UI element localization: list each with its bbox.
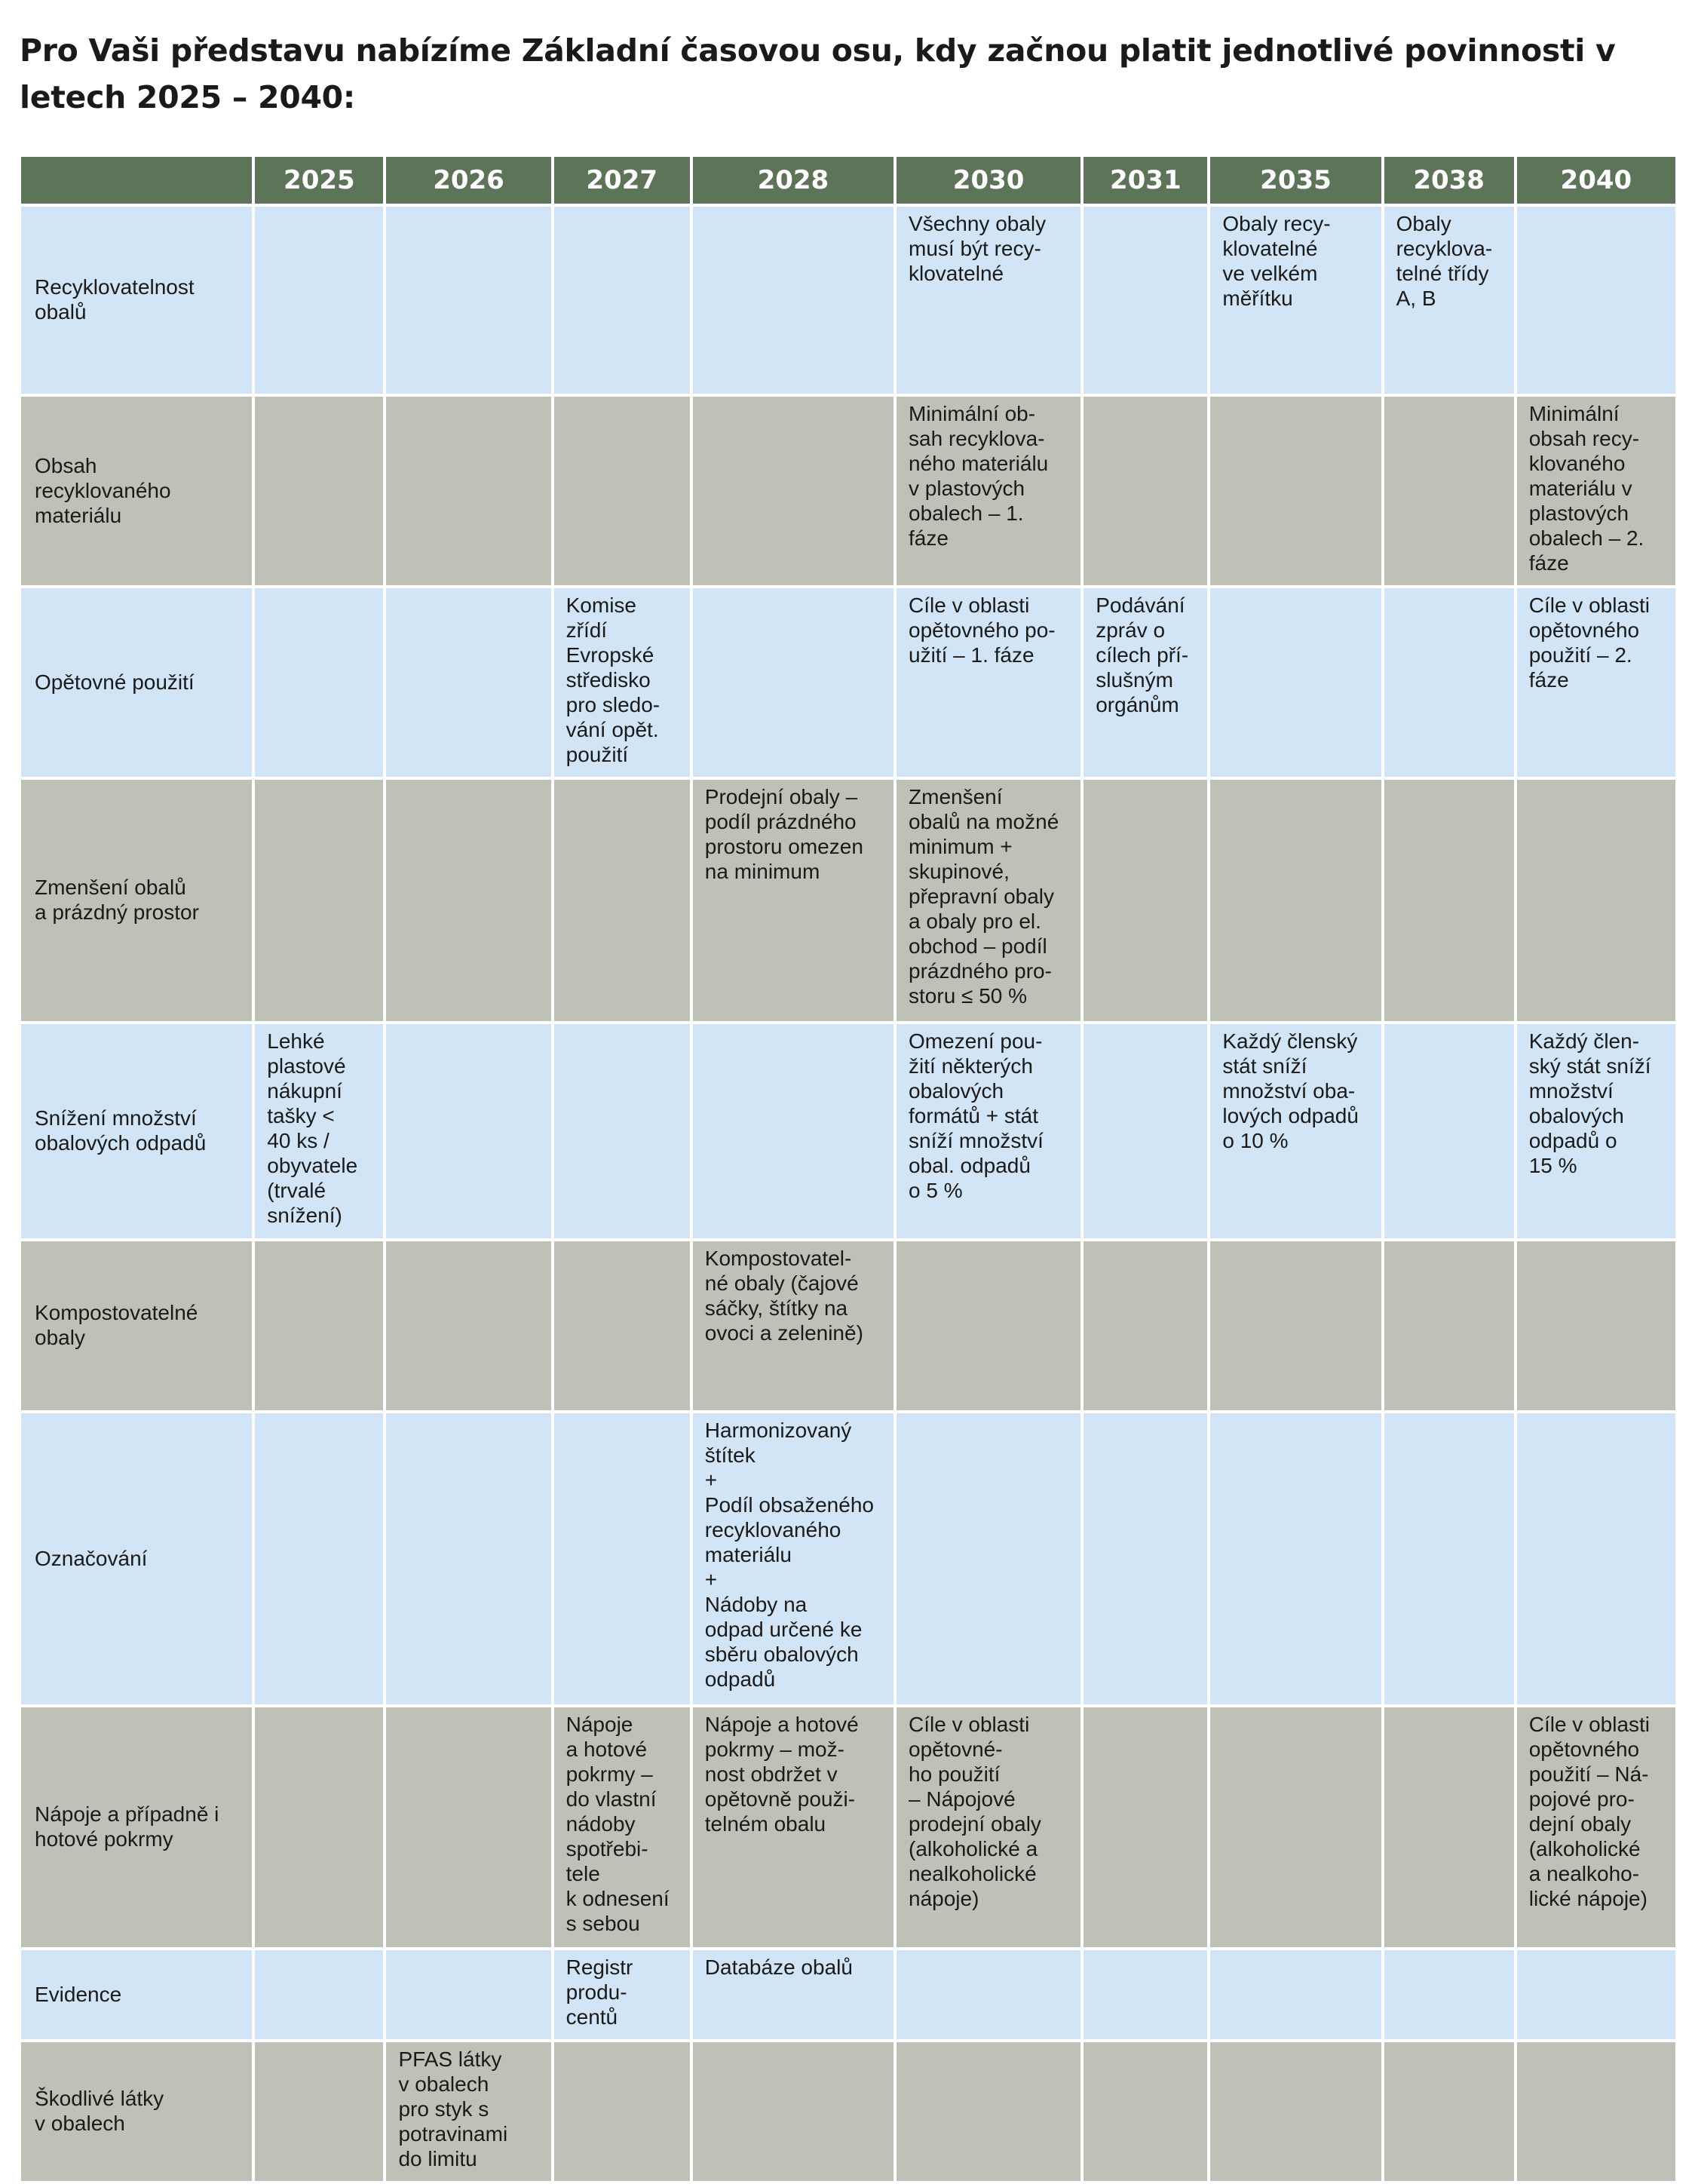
table-cell	[385, 587, 552, 778]
table-cell	[1082, 1412, 1209, 1706]
row-label: Snížení množství obalových odpadů	[20, 1023, 253, 1240]
table-cell	[1383, 587, 1516, 778]
year-header: 2040	[1516, 155, 1677, 205]
table-cell	[691, 587, 895, 778]
table-cell	[1516, 1240, 1677, 1412]
table-cell	[1383, 395, 1516, 587]
table-cell	[691, 205, 895, 395]
table-cell: Cíle v oblasti opětovného po- užití – 1. fáze	[895, 587, 1082, 778]
row-label: Evidence	[20, 1949, 253, 2041]
table-cell	[1209, 778, 1382, 1023]
table-cell: Harmonizovaný štítek + Podíl obsaženého recyklovaného materiálu + Nádoby na odpad určené ke sběru obalových odpadů	[691, 1412, 895, 1706]
row-evidence	[20, 1949, 1677, 2041]
table-cell	[691, 2041, 895, 2182]
table-cell	[385, 1240, 552, 1412]
table-cell	[385, 1706, 552, 1949]
year-header: 2028	[691, 155, 895, 205]
table-cell	[1082, 1706, 1209, 1949]
table-cell	[895, 1240, 1082, 1412]
table-cell	[1082, 1240, 1209, 1412]
row-skodlive-latky	[20, 2041, 1677, 2182]
table-cell	[553, 205, 691, 395]
table-cell	[1082, 1023, 1209, 1240]
table-cell	[385, 395, 552, 587]
table-cell: Minimální obsah recy- klovaného materiálu v plastových obalech – 2. fáze	[1516, 395, 1677, 587]
year-header: 2038	[1383, 155, 1516, 205]
row-zmenseni-obalu	[20, 778, 1677, 1023]
table-cell	[1383, 1023, 1516, 1240]
table-cell	[691, 395, 895, 587]
row-obsah-recyklovaneho	[20, 395, 1677, 587]
table-cell: Cíle v oblasti opětovného použití – Ná- pojové pro- dejní obaly (alkoholické a nealkoho- lické nápoje)	[1516, 1706, 1677, 1949]
table-cell: Minimální ob- sah recyklova- ného materiálu v plastových obalech – 1. fáze	[895, 395, 1082, 587]
year-header: 2026	[385, 155, 552, 205]
table-cell: Omezení pou- žití některých obalových formátů + stát sníží množství obal. odpadů o 5 %	[895, 1023, 1082, 1240]
row-label: Zmenšení obalů a prázdný prostor	[20, 778, 253, 1023]
row-snizeni-mnozstvi	[20, 1023, 1677, 1240]
table-cell: Kompostovatel- né obaly (čajové sáčky, štítky na ovoci a zelenině)	[691, 1240, 895, 1412]
table-cell	[1383, 2041, 1516, 2182]
table-cell	[385, 1023, 552, 1240]
table-cell	[253, 587, 385, 778]
table-cell: Každý člen- ský stát sníží množství obalových odpadů o 15 %	[1516, 1023, 1677, 1240]
table-cell	[1082, 2041, 1209, 2182]
table-cell	[253, 205, 385, 395]
timeline-table	[18, 154, 1678, 2184]
header-row	[20, 155, 1677, 205]
header-corner	[20, 155, 253, 205]
table-cell: Registr produ- centů	[553, 1949, 691, 2041]
table-cell	[253, 395, 385, 587]
table-cell	[1516, 205, 1677, 395]
row-napoje	[20, 1706, 1677, 1949]
table-cell	[1383, 778, 1516, 1023]
table-cell	[253, 1949, 385, 2041]
table-cell	[253, 2041, 385, 2182]
table-cell	[1383, 1412, 1516, 1706]
table-cell: Prodejní obaly – podíl prázdného prostoru omezen na minimum	[691, 778, 895, 1023]
table-cell	[1209, 1240, 1382, 1412]
table-cell: Nápoje a hotové pokrmy – do vlastní nádoby spotřebi- tele k odnesení s sebou	[553, 1706, 691, 1949]
table-cell	[253, 778, 385, 1023]
table-cell: Komise zřídí Evropské středisko pro sledo- vání opět. použití	[553, 587, 691, 778]
row-oznacovani	[20, 1412, 1677, 1706]
row-kompostovatelne	[20, 1240, 1677, 1412]
table-cell	[385, 1412, 552, 1706]
table-cell	[553, 778, 691, 1023]
year-header: 2027	[553, 155, 691, 205]
table-cell	[1383, 1949, 1516, 2041]
row-label: Recyklovatelnost obalů	[20, 205, 253, 395]
table-cell	[895, 1412, 1082, 1706]
row-label: Nápoje a případně i hotové pokrmy	[20, 1706, 253, 1949]
table-cell: Všechny obaly musí být recy- klovatelné	[895, 205, 1082, 395]
table-cell	[253, 1240, 385, 1412]
table-cell: Obaly recy- klovatelné ve velkém měřítku	[1209, 205, 1382, 395]
year-header: 2025	[253, 155, 385, 205]
table-cell	[1516, 2041, 1677, 2182]
table-cell	[691, 1023, 895, 1240]
table-cell	[1209, 1412, 1382, 1706]
table-cell	[895, 1949, 1082, 2041]
table-cell	[1209, 2041, 1382, 2182]
year-header: 2031	[1082, 155, 1209, 205]
row-label: Škodlivé látky v obalech	[20, 2041, 253, 2182]
row-label: Opětovné použití	[20, 587, 253, 778]
table-cell: Nápoje a hotové pokrmy – mož- nost obdržet v opětovně použi- telném obalu	[691, 1706, 895, 1949]
table-cell	[1209, 1949, 1382, 2041]
table-cell	[385, 205, 552, 395]
table-cell	[553, 1412, 691, 1706]
table-cell: Zmenšení obalů na možné minimum + skupinové, přepravní obaly a obaly pro el. obchod – podíl prázdného pro- storu ≤ 50 %	[895, 778, 1082, 1023]
table-cell	[895, 2041, 1082, 2182]
table-cell	[1082, 1949, 1209, 2041]
table-cell	[1209, 1706, 1382, 1949]
table-cell	[253, 1706, 385, 1949]
table-cell	[553, 2041, 691, 2182]
table-cell: PFAS látky v obalech pro styk s potravinami do limitu	[385, 2041, 552, 2182]
year-header: 2030	[895, 155, 1082, 205]
table-cell: Cíle v oblasti opětovného použití – 2. fáze	[1516, 587, 1677, 778]
table-cell	[1383, 1706, 1516, 1949]
table-cell: Lehké plastové nákupní tašky < 40 ks / obyvatele (trvalé snížení)	[253, 1023, 385, 1240]
page-title: Pro Vaši představu nabízíme Základní časovou osu, kdy začnou platit jednotlivé povinnosti v letech 2025 – 2040:	[20, 32, 1616, 115]
year-header: 2035	[1209, 155, 1382, 205]
table-cell	[553, 1240, 691, 1412]
table-cell	[1209, 395, 1382, 587]
table-cell: Obaly recyklova- telné třídy A, B	[1383, 205, 1516, 395]
row-label: Obsah recyklovaného materiálu	[20, 395, 253, 587]
table-cell: Každý členský stát sníží množství oba- lových odpadů o 10 %	[1209, 1023, 1382, 1240]
table-cell	[1082, 205, 1209, 395]
table-cell	[553, 1023, 691, 1240]
table-cell	[553, 395, 691, 587]
table-cell: Databáze obalů	[691, 1949, 895, 2041]
table-cell	[1516, 1949, 1677, 2041]
row-opetovne-pouziti	[20, 587, 1677, 778]
table-cell	[1082, 778, 1209, 1023]
table-cell: Cíle v oblasti opětovné- ho použití – Nápojové prodejní obaly (alkoholické a nealkoholické nápoje)	[895, 1706, 1082, 1949]
table-cell	[385, 1949, 552, 2041]
table-cell	[1209, 587, 1382, 778]
table-cell	[1082, 395, 1209, 587]
row-label: Kompostovatelné obaly	[20, 1240, 253, 1412]
table-cell	[253, 1412, 385, 1706]
table-cell	[1516, 778, 1677, 1023]
table-cell	[1383, 1240, 1516, 1412]
row-recyklovatelnost	[20, 205, 1677, 395]
table-cell	[1516, 1412, 1677, 1706]
table-cell: Podávání zpráv o cílech pří- slušným orgánům	[1082, 587, 1209, 778]
row-label: Označování	[20, 1412, 253, 1706]
table-cell	[385, 778, 552, 1023]
